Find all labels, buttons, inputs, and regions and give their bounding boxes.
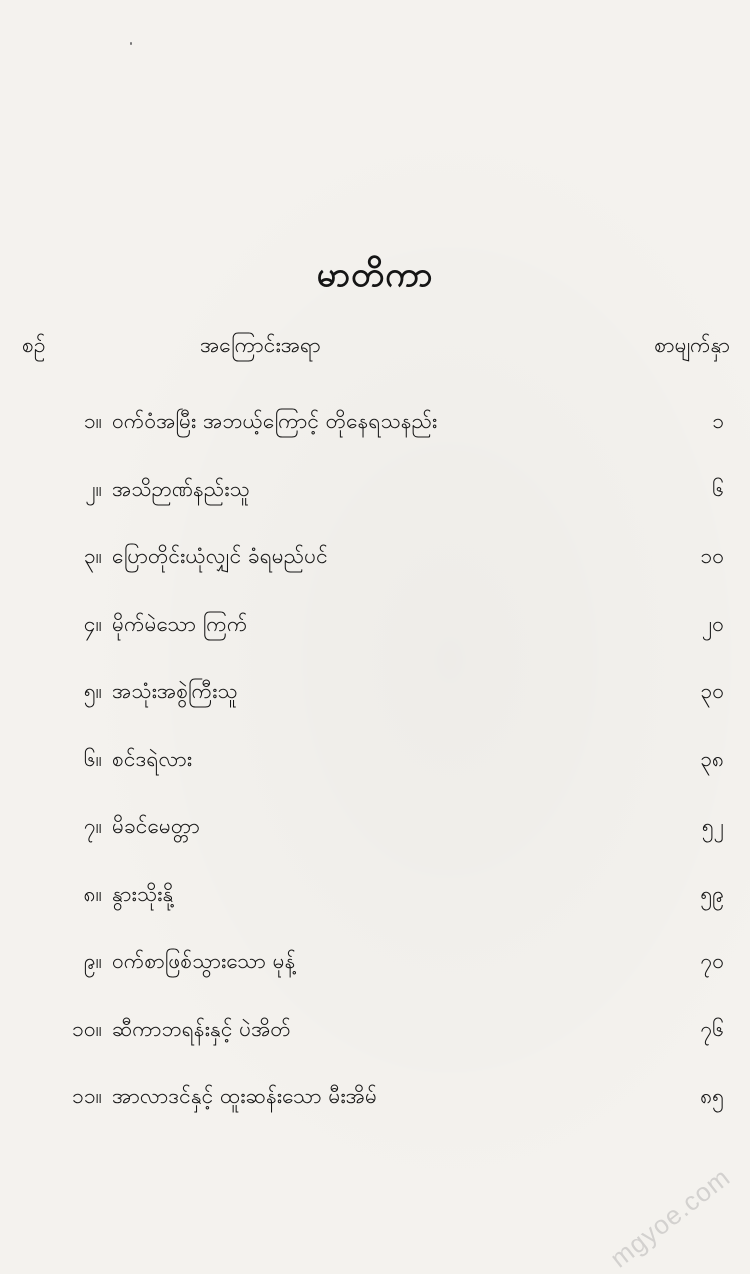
entry-number: ၇။ bbox=[83, 814, 102, 838]
entry-number: ၃။ bbox=[83, 544, 102, 568]
entry-topic: မိခင်မေတ္တာ bbox=[112, 814, 200, 838]
entry-topic: ဆီကာဘရန်းနှင့် ပဲအိတ် bbox=[112, 1016, 291, 1041]
entry-page: ၃၀ bbox=[700, 679, 724, 703]
toc-entry bbox=[0, 388, 750, 456]
entry-topic: ဝက်ဝံအမြီး အဘယ့်ကြောင့် တိုနေရသနည်း bbox=[112, 409, 438, 433]
toc-entry bbox=[0, 726, 750, 794]
entry-topic: မိုက်မဲသော ကြက် bbox=[112, 611, 248, 636]
toc-entry bbox=[0, 793, 750, 861]
toc-entry bbox=[0, 996, 750, 1064]
header-number-label: စဉ် bbox=[22, 333, 46, 357]
entry-topic: နွားသိုးနို့ bbox=[112, 881, 174, 906]
watermark: mgyoe.com bbox=[603, 1161, 736, 1274]
entry-page: ၁ bbox=[712, 409, 724, 433]
toc-entry bbox=[0, 928, 750, 996]
entry-page: ၁၀ bbox=[700, 544, 724, 568]
entry-number: ၁။ bbox=[83, 409, 102, 433]
entry-page: ၇၀ bbox=[700, 949, 724, 973]
entry-number: ၈။ bbox=[83, 881, 102, 906]
entry-topic: စင်ဒရဲလား bbox=[112, 746, 193, 771]
toc-entry bbox=[0, 591, 750, 659]
entry-topic: အာလာဒင်နှင့် ထူးဆန်းသော မီးအိမ် bbox=[112, 1084, 377, 1108]
entry-topic: အသိဉာဏ်နည်းသူ bbox=[112, 476, 250, 501]
entry-topic: အသုံးအစွဲကြီးသူ bbox=[112, 679, 238, 703]
entry-number: ၅။ bbox=[83, 679, 102, 703]
entry-topic: ဝက်စာဖြစ်သွားသော မုန့် bbox=[112, 949, 296, 973]
entry-number: ၉။ bbox=[83, 949, 102, 973]
entry-topic: ပြောတိုင်းယုံလျှင် ခံရမည်ပင် bbox=[112, 544, 328, 568]
entry-page: ၇၆ bbox=[700, 1016, 724, 1041]
entry-number: ၂။ bbox=[85, 476, 102, 501]
table-of-contents bbox=[0, 388, 750, 1131]
toc-entry bbox=[0, 456, 750, 524]
entry-page: ၅၂ bbox=[701, 814, 724, 838]
header-topic-label: အကြောင်းအရာ bbox=[200, 333, 321, 357]
header-page-label: စာမျက်နှာ bbox=[654, 333, 730, 357]
entry-page: ၃၈ bbox=[700, 746, 724, 771]
entry-page: ၈၅ bbox=[700, 1084, 724, 1108]
page-title: မာတိကာ bbox=[316, 255, 434, 295]
toc-entry bbox=[0, 861, 750, 929]
entry-number: ၆။ bbox=[83, 746, 102, 771]
entry-number: ၁၁။ bbox=[72, 1084, 102, 1108]
entry-page: ၂၀ bbox=[701, 611, 724, 636]
entry-number: ၄။ bbox=[83, 611, 102, 636]
toc-entry bbox=[0, 523, 750, 591]
toc-entry bbox=[0, 658, 750, 726]
entry-page: ၅၉ bbox=[700, 881, 724, 906]
entry-number: ၁၀။ bbox=[72, 1016, 102, 1041]
print-speck bbox=[130, 42, 132, 45]
toc-entry bbox=[0, 1063, 750, 1131]
entry-page: ၆ bbox=[712, 476, 724, 501]
